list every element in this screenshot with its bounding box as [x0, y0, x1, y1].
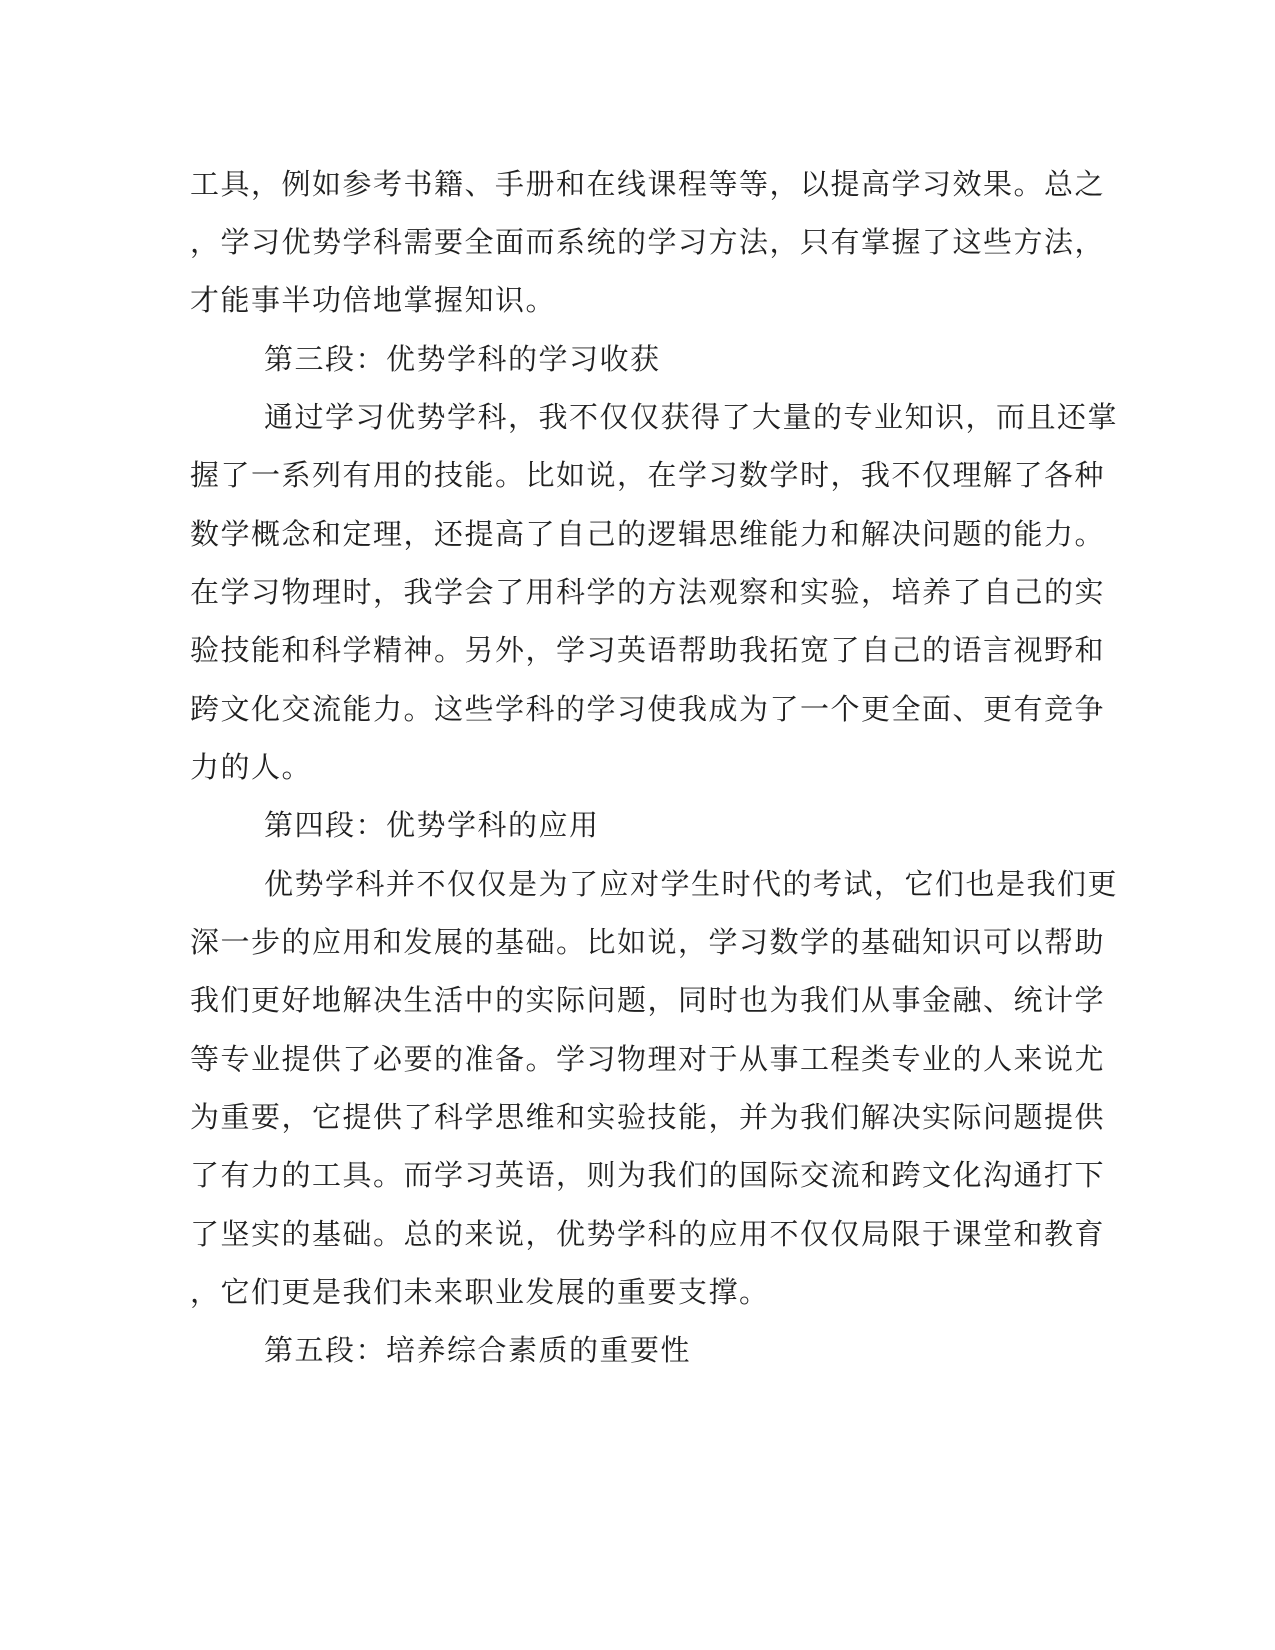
- paragraph-line: 在学习物理时，我学会了用科学的方法观察和实验，培养了自己的实: [190, 575, 1106, 609]
- paragraph-line: 工具，例如参考书籍、手册和在线课程等等，以提高学习效果。总之: [190, 167, 1106, 201]
- paragraph-line: 等专业提供了必要的准备。学习物理对于从事工程类专业的人来说尤: [190, 1042, 1106, 1076]
- paragraph-line: 才能事半功倍地掌握知识。: [190, 283, 557, 317]
- paragraph-line: 为重要，它提供了科学思维和实验技能，并为我们解决实际问题提供: [190, 1100, 1106, 1134]
- paragraph-line: 握了一系列有用的技能。比如说，在学习数学时，我不仅理解了各种: [190, 458, 1106, 492]
- paragraph-line: 数学概念和定理，还提高了自己的逻辑思维能力和解决问题的能力。: [190, 517, 1106, 551]
- section-heading-3: 第三段：优势学科的学习收获: [264, 342, 661, 376]
- paragraph-line: 验技能和科学精神。另外，学习英语帮助我拓宽了自己的语言视野和: [190, 633, 1106, 667]
- paragraph-line: 力的人。: [190, 750, 313, 784]
- paragraph-line: 通过学习优势学科，我不仅仅获得了大量的专业知识，而且还掌: [264, 400, 1119, 434]
- paragraph-line: 了有力的工具。而学习英语，则为我们的国际交流和跨文化沟通打下: [190, 1158, 1106, 1192]
- section-heading-5: 第五段：培养综合素质的重要性: [264, 1333, 692, 1367]
- paragraph-line: ，它们更是我们未来职业发展的重要支撑。: [190, 1275, 770, 1309]
- paragraph-line: ，学习优势学科需要全面而系统的学习方法，只有掌握了这些方法，: [190, 225, 1106, 259]
- section-heading-4: 第四段：优势学科的应用: [264, 808, 600, 842]
- paragraph-line: 优势学科并不仅仅是为了应对学生时代的考试，它们也是我们更: [264, 867, 1119, 901]
- paragraph-line: 深一步的应用和发展的基础。比如说，学习数学的基础知识可以帮助: [190, 925, 1106, 959]
- paragraph-line: 跨文化交流能力。这些学科的学习使我成为了一个更全面、更有竞争: [190, 692, 1106, 726]
- paragraph-line: 了坚实的基础。总的来说，优势学科的应用不仅仅局限于课堂和教育: [190, 1217, 1106, 1251]
- paragraph-line: 我们更好地解决生活中的实际问题，同时也为我们从事金融、统计学: [190, 983, 1106, 1017]
